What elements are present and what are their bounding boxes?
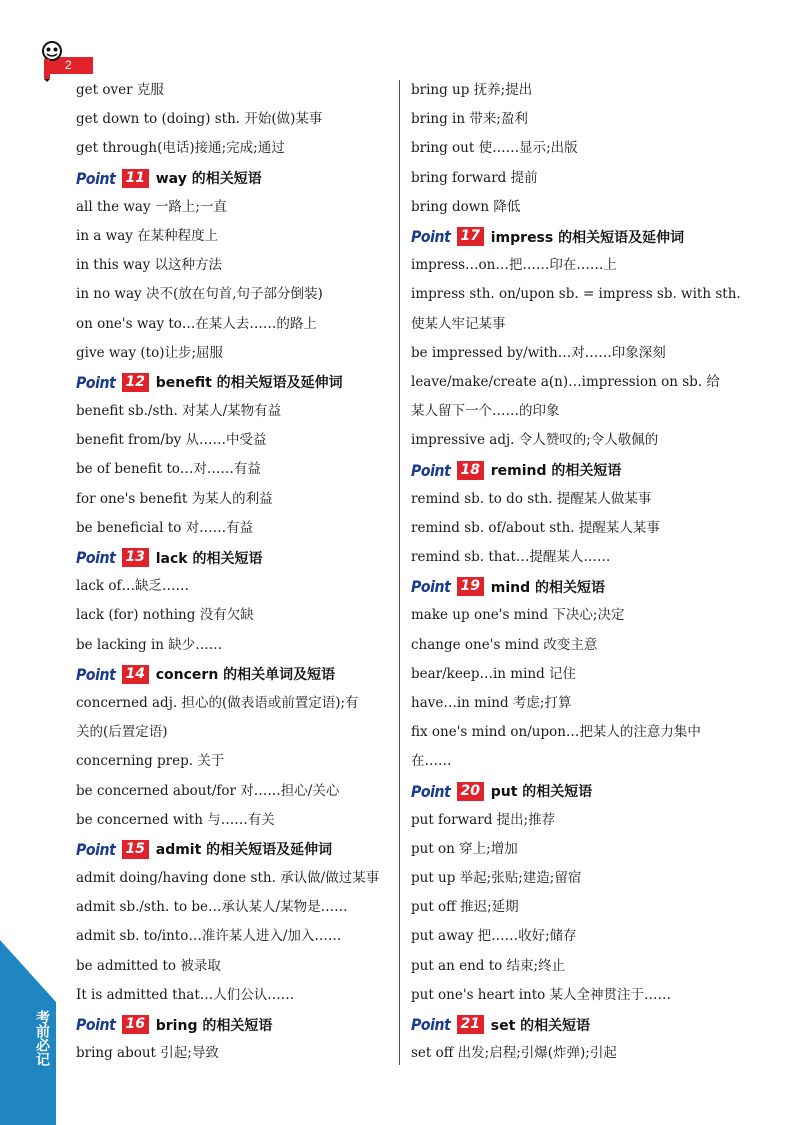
point-heading bbox=[76, 164, 394, 193]
phrase-entry: impress…on…把……印在……上 bbox=[411, 257, 617, 274]
phrase-entry: 关的(后置定语) bbox=[76, 724, 168, 741]
point-label: Point bbox=[76, 548, 116, 568]
phrase-entry: benefit sb./sth. 对某人/某物有益 bbox=[76, 403, 282, 420]
phrase-entry: in this way 以这种方法 bbox=[76, 257, 222, 274]
phrase-entry: put forward 提出;推荐 bbox=[411, 811, 556, 828]
phrase-entry: in a way 在某种程度上 bbox=[76, 227, 219, 244]
point-number: 19 bbox=[457, 577, 484, 596]
point-number: 15 bbox=[122, 840, 149, 859]
page-number: 2 bbox=[45, 57, 93, 74]
point-title: bring 的相关短语 bbox=[155, 1017, 273, 1034]
point-number: 18 bbox=[457, 461, 484, 480]
phrase-entry: put away 把……收好;储存 bbox=[411, 928, 577, 945]
point-heading bbox=[411, 455, 731, 484]
phrase-entry: lack of…缺乏…… bbox=[76, 578, 190, 595]
point-heading bbox=[76, 543, 394, 572]
phrase-entry: put on 穿上;增加 bbox=[411, 840, 518, 857]
phrase-entry: admit sb. to/into…准许某人进入/加入…… bbox=[76, 928, 342, 945]
point-title: benefit 的相关短语及延伸词 bbox=[155, 375, 343, 392]
phrase-entry: have…in mind 考虑;打算 bbox=[411, 694, 572, 711]
phrase-entry: all the way 一路上;一直 bbox=[76, 198, 227, 215]
phrase-entry: admit sb./sth. to be…承认某人/某物是…… bbox=[76, 899, 348, 916]
column-divider bbox=[399, 80, 400, 1065]
phrase-entry: be impressed by/with…对……印象深刻 bbox=[411, 344, 666, 361]
phrase-entry: remind sb. that…提醒某人…… bbox=[411, 549, 611, 565]
left-column bbox=[76, 76, 394, 1068]
phrase-entry: remind sb. to do sth. 提醒某人做某事 bbox=[411, 490, 652, 507]
phrase-entry: get through(电话)接通;完成;通过 bbox=[76, 140, 285, 157]
phrase-entry: bring out 使……显示;出版 bbox=[411, 140, 578, 157]
point-number: 11 bbox=[122, 169, 149, 188]
point-title: concern 的相关单词及短语 bbox=[155, 667, 336, 684]
point-heading bbox=[76, 368, 394, 397]
phrase-entry: admit doing/having done sth. 承认做/做过某事 bbox=[76, 870, 380, 887]
right-column bbox=[411, 76, 741, 1068]
phrase-entry: be admitted to 被录取 bbox=[76, 957, 221, 974]
phrase-entry: It is admitted that…人们公认…… bbox=[76, 986, 295, 1003]
phrase-entry: 在…… bbox=[411, 753, 452, 770]
point-number: 12 bbox=[122, 373, 149, 392]
point-heading bbox=[76, 660, 394, 689]
point-title: way 的相关短语 bbox=[155, 171, 262, 188]
phrase-entry: concerning prep. 关于 bbox=[76, 753, 225, 770]
point-number: 20 bbox=[457, 782, 484, 801]
phrase-entry: put one's heart into 某人全神贯注于…… bbox=[411, 986, 672, 1003]
phrase-entry: put an end to 结束;终止 bbox=[411, 957, 566, 974]
phrase-entry: bring down 降低 bbox=[411, 198, 521, 215]
point-label: Point bbox=[411, 227, 451, 247]
phrase-entry: be concerned with 与……有关 bbox=[76, 811, 275, 828]
point-title: impress 的相关短语及延伸词 bbox=[490, 229, 685, 246]
point-heading bbox=[411, 572, 731, 601]
point-title: mind 的相关短语 bbox=[490, 579, 605, 596]
phrase-entry: bring forward 提前 bbox=[411, 169, 538, 186]
point-label: Point bbox=[411, 460, 451, 480]
point-label: Point bbox=[411, 577, 451, 597]
point-heading bbox=[411, 777, 731, 806]
phrase-entry: set off 出发;启程;引爆(炸弹);引起 bbox=[411, 1045, 617, 1062]
point-label: Point bbox=[76, 1015, 116, 1035]
point-number: 17 bbox=[457, 227, 484, 246]
point-label: Point bbox=[76, 839, 116, 859]
phrase-entry: be lacking in 缺少…… bbox=[76, 636, 223, 653]
phrase-entry: make up one's mind 下决心;决定 bbox=[411, 607, 625, 624]
phrase-entry: bring in 带来;盈利 bbox=[411, 111, 528, 128]
phrase-entry: bear/keep…in mind 记住 bbox=[411, 665, 577, 682]
phrase-entry: put off 推迟;延期 bbox=[411, 899, 519, 916]
point-label: Point bbox=[76, 168, 116, 188]
phrase-entry: fix one's mind on/upon…把某人的注意力集中 bbox=[411, 724, 701, 741]
phrase-entry: concerned adj. 担心的(做表语或前置定语);有 bbox=[76, 694, 359, 711]
phrase-entry: be beneficial to 对……有益 bbox=[76, 519, 254, 536]
point-number: 21 bbox=[457, 1015, 484, 1034]
point-label: Point bbox=[411, 1015, 451, 1035]
mascot-icon bbox=[38, 40, 68, 82]
phrase-entry: bring about 引起;导致 bbox=[76, 1045, 219, 1062]
point-number: 16 bbox=[122, 1015, 149, 1034]
phrase-entry: get over 克服 bbox=[76, 82, 164, 98]
phrase-entry: benefit from/by 从……中受益 bbox=[76, 432, 267, 449]
phrase-entry: 某人留下一个……的印象 bbox=[411, 403, 560, 420]
point-title: put 的相关短语 bbox=[490, 784, 593, 801]
point-heading bbox=[411, 1010, 731, 1039]
point-heading bbox=[76, 835, 394, 864]
phrase-entry: in no way 决不(放在句首,句子部分倒装) bbox=[76, 286, 323, 303]
point-title: remind 的相关短语 bbox=[490, 463, 622, 480]
phrase-entry: remind sb. of/about sth. 提醒某人某事 bbox=[411, 519, 660, 536]
phrase-entry: get down to (doing) sth. 开始(做)某事 bbox=[76, 111, 323, 128]
phrase-entry: lack (for) nothing 没有欠缺 bbox=[76, 607, 254, 624]
phrase-entry: on one's way to…在某人去……的路上 bbox=[76, 315, 317, 332]
point-heading bbox=[411, 222, 731, 251]
phrase-entry: be concerned about/for 对……担心/关心 bbox=[76, 782, 340, 799]
sidebar-label: 考前必记 bbox=[34, 1010, 50, 1066]
phrase-entry: impress sth. on/upon sb. = impress sb. with sth. bbox=[411, 286, 741, 303]
phrase-entry: give way (to)让步;屈服 bbox=[76, 344, 224, 361]
point-heading bbox=[76, 1010, 394, 1039]
point-title: admit 的相关短语及延伸词 bbox=[155, 842, 333, 859]
point-number: 14 bbox=[122, 665, 149, 684]
phrase-entry: 使某人牢记某事 bbox=[411, 315, 506, 332]
phrase-entry: change one's mind 改变主意 bbox=[411, 636, 598, 653]
point-title: lack 的相关短语 bbox=[155, 550, 263, 567]
point-title: set 的相关短语 bbox=[490, 1017, 591, 1034]
phrase-entry: impressive adj. 令人赞叹的;令人敬佩的 bbox=[411, 432, 659, 449]
point-number: 13 bbox=[122, 548, 149, 567]
point-label: Point bbox=[411, 781, 451, 801]
phrase-entry: be of benefit to…对……有益 bbox=[76, 461, 261, 478]
point-label: Point bbox=[76, 664, 116, 684]
point-label: Point bbox=[76, 372, 116, 392]
phrase-entry: for one's benefit 为某人的利益 bbox=[76, 490, 273, 507]
phrase-entry: leave/make/create a(n)…impression on sb. 给 bbox=[411, 373, 720, 390]
phrase-entry: bring up 抚养;提出 bbox=[411, 82, 533, 98]
phrase-entry: put up 举起;张贴;建造;留宿 bbox=[411, 870, 582, 887]
